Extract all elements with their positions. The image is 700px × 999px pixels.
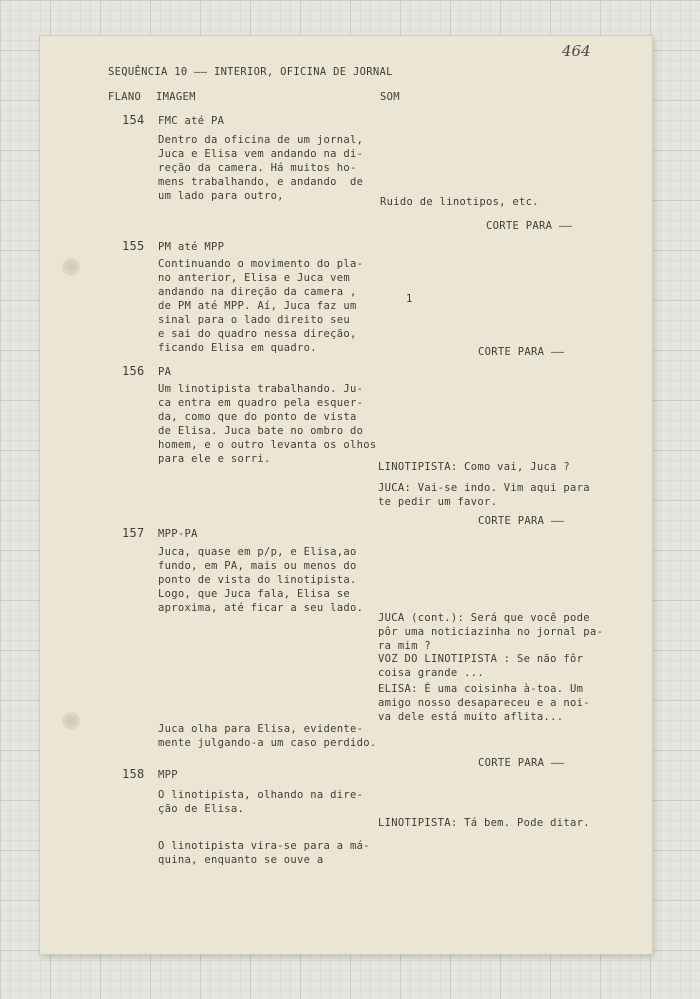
shot-type: PA (158, 366, 172, 378)
shot-number: 156 (122, 364, 145, 378)
column-plano: FLANO (108, 91, 142, 103)
column-imagem: IMAGEM (156, 91, 196, 103)
transition: CORTE PARA —— (478, 757, 565, 769)
script-page (40, 36, 652, 954)
punch-hole (62, 258, 80, 276)
shot-type: MPP-PA (158, 528, 198, 540)
shot-number: 155 (122, 239, 145, 253)
image-description: Dentro da oficina de um jornal, Juca e Elisa vem andando na di- reção da camera. Há muitos ho- mens trabalhando, e andando de um lado para outro, (158, 134, 364, 202)
image-description: O linotipista, olhando na dire- ção de Elisa. (158, 789, 364, 815)
transition: CORTE PARA —— (486, 220, 573, 232)
dialogue: VOZ DO LINOTIPISTA : Se não fôr coisa grande ... (378, 653, 584, 679)
page-number: 464 (562, 42, 591, 60)
transition: CORTE PARA —— (478, 515, 565, 527)
column-som: SOM (380, 91, 400, 103)
image-description: Juca olha para Elisa, evidente- mente julgando-a um caso perdido. (158, 723, 377, 749)
margin-mark: 1 (406, 293, 413, 305)
shot-type: MPP (158, 769, 178, 781)
transition: CORTE PARA —— (478, 346, 565, 358)
shot-type: FMC até PA (158, 115, 225, 127)
shot-number: 154 (122, 113, 145, 127)
shot-type: PM até MPP (158, 241, 225, 253)
dialogue: LINOTIPISTA: Tá bem. Pode ditar. (378, 817, 590, 829)
shot-number: 157 (122, 526, 145, 540)
image-description: Juca, quase em p/p, e Elisa,ao fundo, em PA, mais ou menos do ponto de vista do linotipista. Logo, que Juca fala, Elisa se aproxima, até ficar a seu lado. (158, 546, 364, 614)
punch-hole (62, 712, 80, 730)
sequence-title: SEQUÊNCIA 10 —— INTERIOR, OFICINA DE JORNAL (108, 66, 393, 78)
image-description: Continuando o movimento do pla- no anterior, Elisa e Juca vem andando na direção da camera , de PM até MPP. Aí, Juca faz um sinal para o lado direito seu e sai do quadro nessa direção, ficando Elisa em quadro. (158, 258, 364, 354)
image-description: Um linotipista trabalhando. Ju- ca entra em quadro pela esquer- da, como que do ponto de vista de Elisa. Juca bate no ombro do homem, e o outro levanta os olhos para ele e sorri. (158, 383, 377, 465)
dialogue: JUCA: Vai-se indo. Vim aqui para te pedir um favor. (378, 482, 590, 508)
shot-number: 158 (122, 767, 145, 781)
dialogue: LINOTIPISTA: Como vai, Juca ? (378, 461, 571, 473)
sound-description: Ruido de linotipos, etc. (380, 196, 539, 208)
dialogue: JUCA (cont.): Será que você pode pôr uma noticiazinha no jornal pa- ra mim ? (378, 612, 604, 652)
dialogue: ELISA: É uma coisinha à-toa. Um amigo nosso desapareceu e a noi- va dele está muito aflita... (378, 683, 590, 723)
image-description: O linotipista vira-se para a má- quina, enquanto se ouve a (158, 840, 370, 866)
